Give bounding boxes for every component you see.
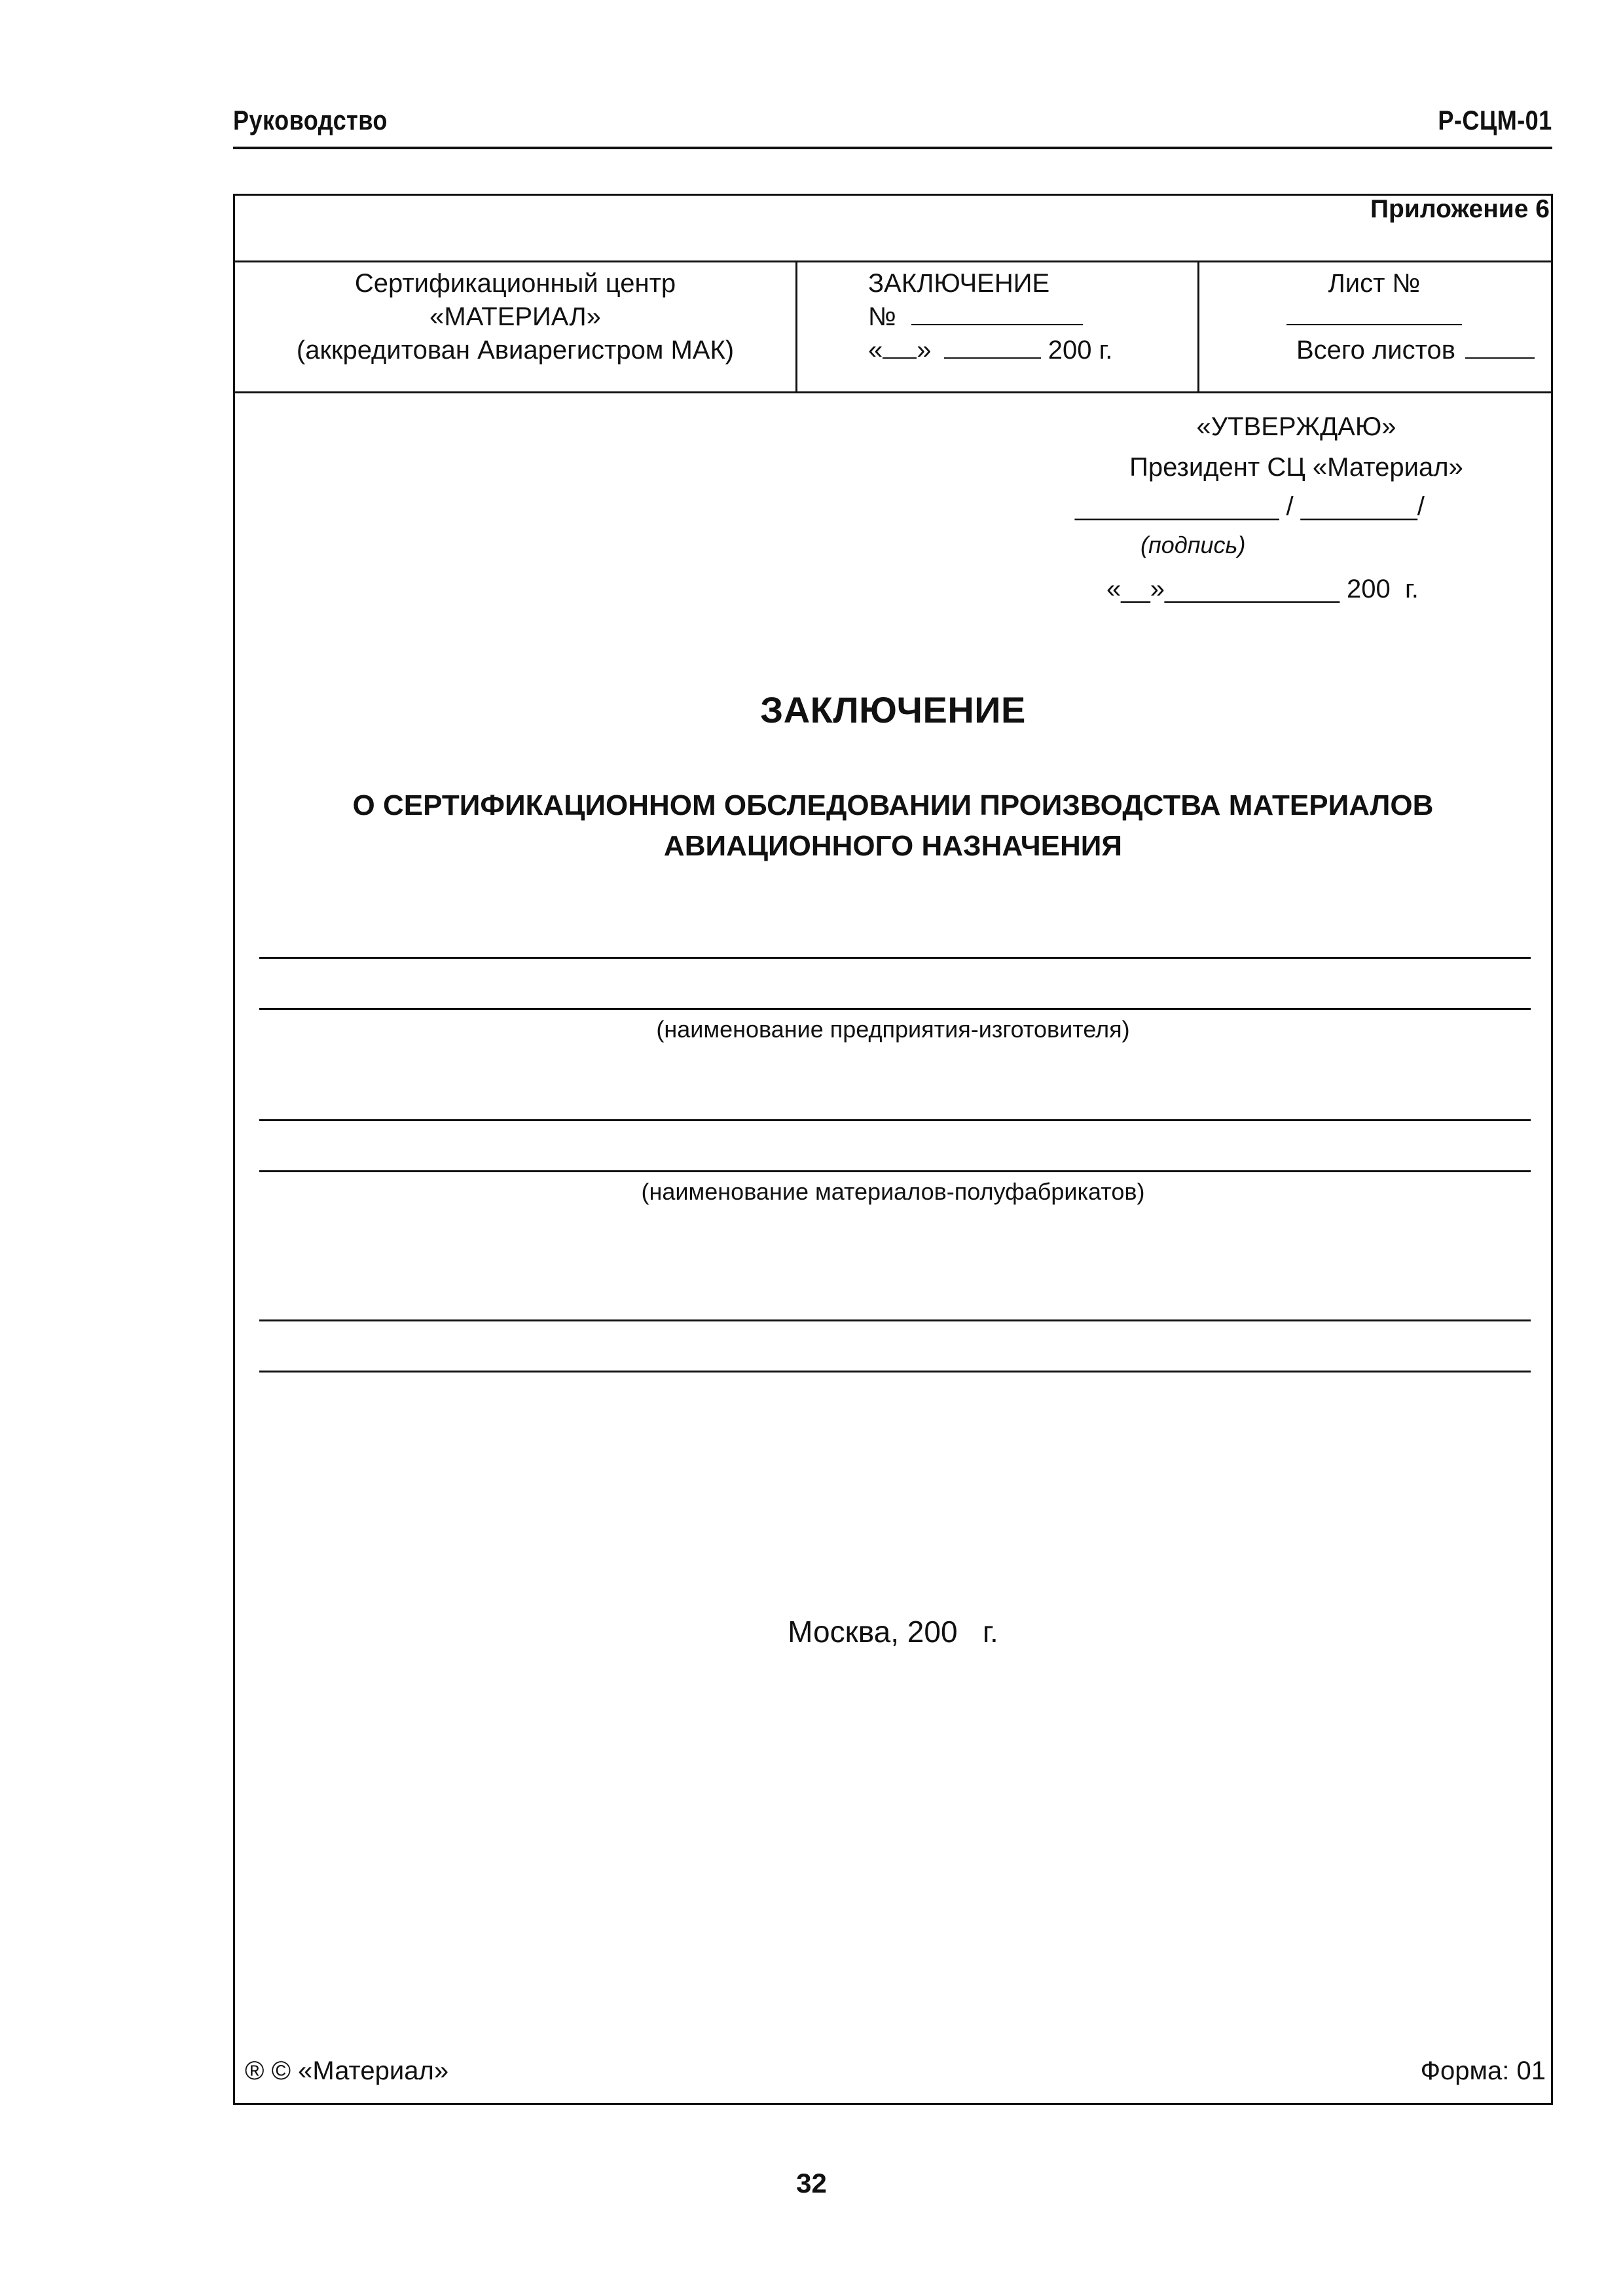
- date-year: 200 г.: [1048, 336, 1113, 365]
- sheet-number-field[interactable]: [1286, 310, 1462, 325]
- form-number: Форма: 01: [1420, 2056, 1546, 2085]
- materials-name-line-1[interactable]: [259, 1119, 1531, 1121]
- header-table-bottom-rule: [233, 391, 1551, 393]
- manufacturer-caption: (наименование предприятия-изготовителя): [656, 1016, 1130, 1043]
- running-header-left: Руководство: [233, 105, 388, 135]
- document-number-label: №: [868, 302, 896, 331]
- city-year: Москва, 200 г.: [788, 1615, 998, 1649]
- running-header-right: Р-СЦМ-01: [1438, 105, 1552, 135]
- organization-cell: [235, 267, 795, 367]
- signature-caption: (подпись): [1140, 531, 1246, 558]
- organization-name-line1: Сертификационный центр: [354, 269, 676, 298]
- extra-fill-line-2[interactable]: [259, 1371, 1531, 1372]
- manufacturer-name-line-2[interactable]: [259, 1008, 1531, 1010]
- date-month-field[interactable]: [944, 338, 1041, 359]
- date-close-quote: »: [917, 336, 932, 365]
- approval-signature-line[interactable]: ______________ / ________/: [1075, 492, 1425, 521]
- document-title: ЗАКЛЮЧЕНИЕ: [868, 269, 1050, 298]
- organization-name-line2: «МАТЕРИАЛ»: [429, 302, 601, 331]
- date-open-quote: «: [868, 336, 883, 365]
- organization-accreditation: (аккредитован Авиарегистром МАК): [296, 336, 735, 365]
- header-rule: [233, 147, 1552, 149]
- extra-fill-line-1[interactable]: [259, 1319, 1531, 1321]
- page-number: 32: [796, 2168, 827, 2198]
- manufacturer-name-line-1[interactable]: [259, 957, 1531, 959]
- materials-name-line-2[interactable]: [259, 1170, 1531, 1172]
- total-sheets-row: [1199, 334, 1549, 367]
- document-cell: [868, 267, 1195, 367]
- header-table-divider-1: [795, 260, 797, 391]
- document-number-field[interactable]: [911, 304, 1083, 325]
- approval-position: Президент СЦ «Материал»: [1129, 453, 1463, 482]
- sheet-number-label: Лист №: [1328, 269, 1421, 298]
- document-number-row: [868, 300, 1195, 334]
- appendix-label: Приложение 6: [1370, 195, 1550, 223]
- approval-date-line[interactable]: «__»____________ 200 г.: [1106, 575, 1419, 603]
- total-sheets-label: Всего листов: [1296, 336, 1456, 365]
- materials-caption: (наименование материалов-полуфабрикатов): [641, 1178, 1145, 1205]
- sheets-cell: [1199, 267, 1549, 367]
- document-subtitle-line1: О СЕРТИФИКАЦИОННОМ ОБСЛЕДОВАНИИ ПРОИЗВОДСТВА МАТЕРИАЛОВ: [352, 789, 1434, 821]
- header-table-top-rule: [233, 260, 1551, 262]
- document-date-row: [868, 334, 1195, 367]
- document-subtitle-line2: АВИАЦИОННОГО НАЗНАЧЕНИЯ: [663, 830, 1123, 862]
- total-sheets-field[interactable]: [1465, 338, 1535, 359]
- approval-heading: «УТВЕРЖДАЮ»: [1196, 412, 1396, 441]
- date-day-field[interactable]: [883, 338, 917, 359]
- document-subtitle: [233, 785, 1553, 867]
- document-main-title: ЗАКЛЮЧЕНИЕ: [760, 689, 1026, 730]
- copyright-notice: ® © «Материал»: [245, 2056, 449, 2085]
